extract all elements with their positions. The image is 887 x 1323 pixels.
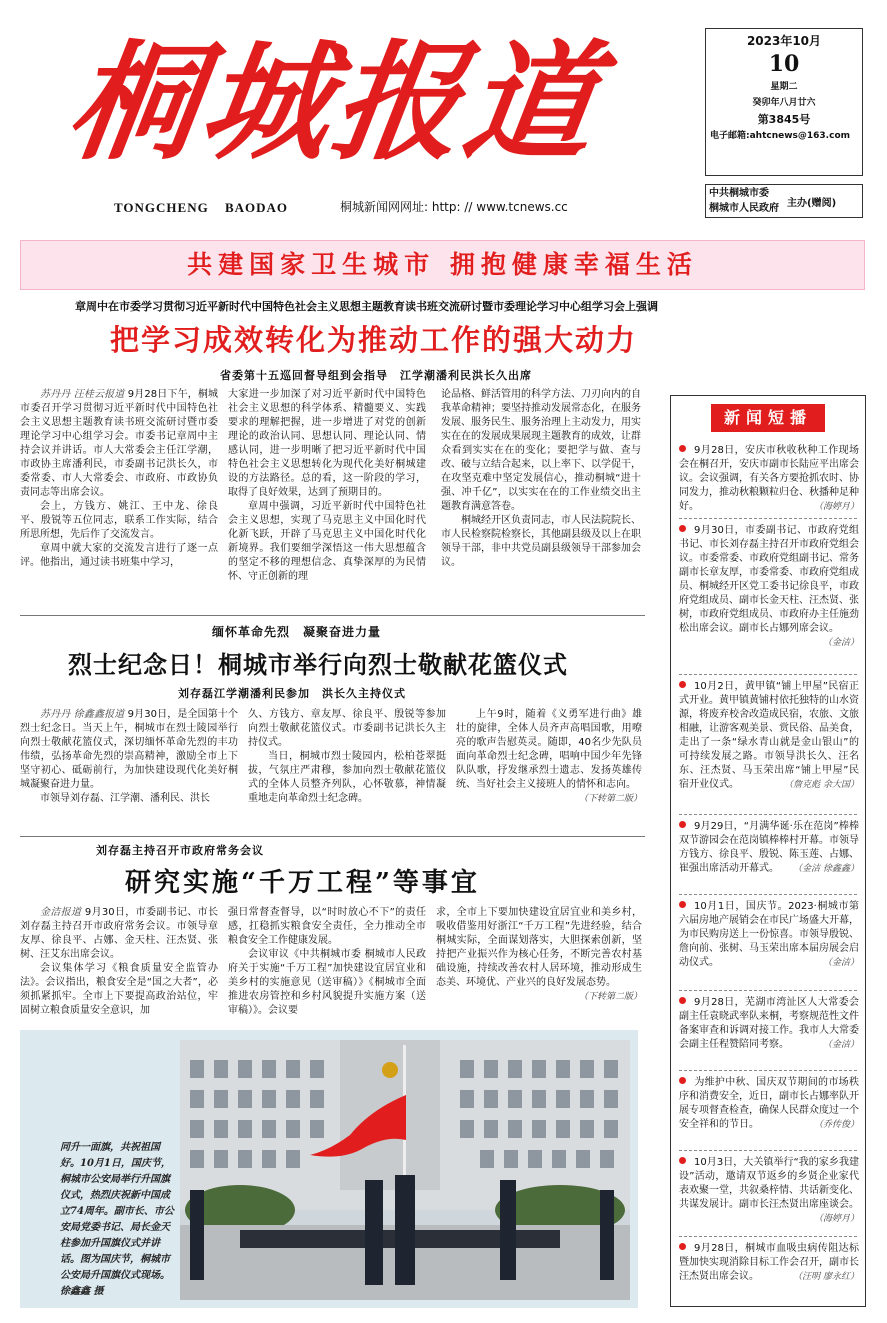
bullet-icon	[679, 1157, 686, 1164]
brief-item: 9月28日，安庆市秋收秋种工作现场会在桐召开，安庆市副市长陆应平出席会议。会议强调，有关各方要抢抓农时、协同发力，推动秋粮颗粒归仓、秋播种足种好。 （海婷月）	[679, 445, 859, 512]
lead-col1-text: 章周中就大家的交流发言进行了逐一点评。他指出，通过读书班集中学习，	[20, 543, 218, 568]
brief-separator	[679, 814, 857, 815]
issue-year-month: 2023年10月	[746, 34, 822, 48]
martyrs-column-3	[456, 708, 642, 832]
lead-subhead: 省委第十五巡回督导组到会指导 江学潮潘利民洪长久出席	[220, 369, 532, 382]
projects-column-3	[436, 906, 642, 1028]
brief-separator	[679, 674, 857, 675]
sponsor-box	[705, 184, 863, 218]
brief-separator	[679, 1236, 857, 1237]
continued-note: （下转第二版）	[578, 992, 642, 1002]
brief-separator	[679, 1150, 857, 1151]
lead-column-3	[441, 388, 641, 610]
brief-separator	[679, 894, 857, 895]
issue-day: 10	[768, 51, 800, 77]
lead-col3-text: 桐城经开区负责同志，市人民法院院长、市人民检察院检察长，其他副县级及以上在职领导干部，非中共党员副县级领导干部参加会议。	[441, 515, 641, 568]
martyrs-col2-text: 久、方钱方、章友厚、徐良平、殷锐等参加向烈士敬献花篮仪式。市委副书记洪长久主持仪式。	[248, 709, 446, 748]
lead-kicker: 章周中在市委学习贯彻习近平新时代中国特色社会主义思想主题教育读书班交流研讨暨市委理论学习中心组学习会上强调	[75, 300, 658, 313]
lead-column-2	[228, 388, 426, 610]
lead-col2-text: 大家进一步加深了对习近平新时代中国特色社会主义思想的科学体系、精髓要义、实践要求的理解把握，进一步增进了对党的创新理论的政治认同、思想认同、理论认同、情感认同，进一步明晰了把习近平新时代中国特色社会主义思想转化为现代化美好桐城建设的方法路径。总的看，这一阶段的学习，取得了良好效果，达到了预期目的。	[228, 389, 426, 498]
martyrs-byline: 苏丹丹 徐鑫鑫报道	[40, 709, 125, 720]
projects-byline: 金洁报道	[40, 907, 82, 918]
news-briefs-title: 新闻短播	[711, 404, 825, 432]
projects-headline: 研究实施“千万工程”等事宜	[125, 868, 480, 898]
martyrs-headline: 烈士纪念日！桐城市举行向烈士敬献花篮仪式	[68, 650, 568, 679]
projects-col1-text: 9月30日，市委副书记、市长刘存磊主持召开市政府常务会议。市领导章友厚、徐良平、占娜、金天柱、汪杰贤、张树、汪艾东出席会议。	[20, 907, 218, 960]
flag-ceremony-illustration	[180, 1040, 630, 1300]
projects-kicker: 刘存磊主持召开市政府常务会议	[96, 844, 264, 857]
projects-col2-text: 会议审议《中共桐城市委 桐城市人民政府关于实施“千万工程”加快建设宜居宜业和美乡村的实施意见（送审稿）》《桐城市全面推进农房管控和乡村风貌提升实施方案（送审稿）》。会议要	[228, 949, 426, 1016]
brief-separator	[679, 518, 857, 519]
brief-item: 10月1日，国庆节。2023·桐城市第六届房地产展销会在市民广场盛大开幕，为市民购房送上一份惊喜。市领导殷锐、詹向前、张树、马玉荣出席本届房展会启动仪式。 （金洁）	[679, 901, 859, 968]
projects-col3-text: 求，全市上下要加快建设宜居宜业和美乡村，吸收借鉴用好浙江“千万工程”先进经验，结合桐城实际，全面谋划落实，大胆探索创新，坚持把产业振兴作为核心任务，不断完善农村基础设施，持续改善农村人居环境，推动形成生态美、环境优、产业兴的良好发展态势。	[436, 907, 642, 988]
martyrs-col3-text: 上午9时，随着《义勇军进行曲》雄壮的旋律，全体人员齐声高唱国歌，用嘹亮的歌声告慰英灵。随即，40名少先队员面向革命烈士纪念碑，唱响中国少年先锋队队歌，抒发继承烈士遗志、发扬英雄传统、当好社会主义接班人的情怀和志向。	[456, 709, 642, 790]
lead-col3-text: 论品格、鲜活管用的科学方法、刀刃向内的自我革命精神；要坚持推动发展常态化，在服务发展、服务民生、服务治理上主动发力，用实实在在的发展成果展现主题教育的成效，让群众看到实实在在的变化；要把学与做、查与改、破与立结合起来，以上率下、以学促干，在攻坚克难中坚定发展信心，推动桐城“进十强、冲千亿”，以实实在在的工作业绩交出主题教育满意答卷。	[441, 389, 641, 512]
brief-item: 10月3日，大关镇举行“我的家乡我建设”活动，邀请双节返乡的乡贤企业家代表欢聚一堂，共叙桑梓情、共话新变化、共谋发展计。副市长汪杰贤出席座谈会。 （海婷月）	[679, 1157, 859, 1224]
continued-note: （下转第二版）	[578, 794, 642, 804]
flag-raising-photo	[180, 1040, 630, 1300]
issue-weekday: 星期二	[770, 82, 798, 92]
martyrs-col1-text: 9月30日，是全国第十个烈士纪念日。当天上午，桐城市在烈士陵园举行向烈士敬献花篮仪式，深切缅怀革命先烈的丰功伟绩，弘扬革命先烈的崇高精神，激励全市上下坚守初心、砥砺前行，为加快建设现代化美好桐城凝聚奋进力量。	[20, 709, 238, 790]
section-divider	[20, 615, 645, 616]
lead-column-1	[20, 388, 218, 610]
bullet-icon	[679, 445, 686, 452]
brief-item: 9月28日，芜湖市湾沚区人大常委会副主任袁晓武率队来桐，考察规范性文件备案审查和诉调对接工作。我市人大常委会副主任程赞陪同考察。 （金洁）	[679, 997, 859, 1050]
lead-col1-text: 9月28日下午，桐城市委召开学习贯彻习近平新时代中国特色社会主义思想主题教育读书班交流研讨暨市委理论学习中心组学习会。市委书记章周中主持会议并讲话。市人大常委会主任江学潮，市政协主席潘利民，市委副书记洪长久，市委常委、市人大常委会、市政府、市政协负责同志等出席会议。	[20, 389, 218, 498]
lead-col1-text: 会上，方钱方、姚江、王中龙、徐良平、殷锐等五位同志，联系工作实际，结合所思所想，先后作了交流发言。	[20, 501, 218, 540]
issue-number: 第3845号	[757, 113, 811, 126]
brief-separator	[679, 990, 857, 991]
martyrs-column-1	[20, 708, 238, 832]
bullet-icon	[679, 997, 686, 1004]
martyrs-col1-text: 市领导刘存磊、江学潮、潘利民、洪长	[40, 793, 210, 804]
brief-item: 9月30日，市委副书记、市政府党组书记、市长刘存磊主持召开市政府党组会议。市委常委、市政府党组副书记、常务副市长章友厚，市委常委、市政府党组成员、桐城经开区党工委书记徐良平，市政府党组成员、副市长金天柱、汪杰贤、张树，市政府党组成员、市政府办主任施劲松出席会议。副市长占娜列席会议。 （金洁）	[679, 525, 859, 648]
sponsor-role: 主办(赠阅)	[787, 197, 837, 209]
bullet-icon	[679, 821, 686, 828]
issue-lunar-date: 癸卯年八月廿六	[752, 98, 816, 108]
projects-column-1	[20, 906, 218, 1028]
martyrs-col2-text: 当日，桐城市烈士陵园内，松柏苍翠挺拔，气氛庄严肃穆，参加向烈士敬献花篮仪式的全体人员整齐列队，心怀敬慕，神情凝重地走向革命烈士纪念碑。	[248, 751, 446, 804]
bullet-icon	[679, 681, 686, 688]
sponsor-org: 桐城市人民政府	[709, 203, 779, 214]
photo-credit: 徐鑫鑫 摄	[60, 1286, 104, 1297]
masthead-pinyin: TONGCHENG BAODAO	[114, 200, 289, 215]
slogan-banner: 共建国家卫生城市 拥抱健康幸福生活	[20, 240, 865, 290]
section-divider	[20, 836, 645, 837]
projects-col1-text: 会议集体学习《粮食质量安全监管办法》。会议指出，粮食安全是“国之大者”，必须抓紧抓牢。全市上下要提高政治站位，牢固树立粮食质量安全意识，加	[20, 963, 218, 1016]
news-briefs-panel	[670, 395, 866, 1307]
brief-item: 9月28日，桐城市血吸虫病传阻达标暨加快实现消除目标工作会召开，副市长汪杰贤出席会议。 （汪明 廖永红）	[679, 1243, 859, 1282]
lead-byline: 苏丹丹 汪桂云报道	[40, 389, 125, 400]
sponsor-org: 中共桐城市委	[709, 188, 769, 199]
brief-item: 9月29日，“月满华诞·乐在范岗”棒棒双节游园会在范岗镇棒棒村开幕。市领导方钱方、徐良平、殷锐、陈玉莲、占娜、崔强出席活动开幕式。 （金洁 徐鑫鑫）	[679, 821, 859, 874]
photo-caption-text: 同升一面旗，共祝祖国好。10月1日，国庆节，桐城市公安局举行升国旗仪式，热烈庆祝新中国成立74周年。副市长、市公安局党委书记、局长金天柱参加升国旗仪式并讲话。图为国庆节，桐城市公安局升国旗仪式现场。	[60, 1142, 174, 1281]
projects-col2-text: 强日常督查督导，以“时时放心不下”的责任感，扛稳抓实粮食安全责任，全力推动全市粮食安全工作健康发展。	[228, 907, 426, 946]
lead-col2-text: 章周中强调，习近平新时代中国特色社会主义思想，实现了马克思主义中国化时代化新飞跃，开辟了马克思主义中国化时代化新境界。我们要细学深悟这一伟大思想蕴含的坚定不移的理想信念、真挚深厚的为民情怀、守正创新的理	[228, 501, 426, 582]
lead-headline: 把学习成效转化为推动工作的强大动力	[110, 323, 638, 357]
website-url: 桐城新闻网网址: http: // www.tcnews.cc	[340, 200, 568, 214]
brief-item: 为维护中秋、国庆双节期间的市场秩序和消费安全，近日，副市长占娜率队开展专项督查检查，确保人民群众度过一个安全祥和的节日。 （乔传俊）	[679, 1077, 859, 1130]
martyrs-column-2	[248, 708, 446, 832]
issue-info-box	[705, 28, 863, 176]
brief-item: 10月2日，黄甲镇“铺上甲屋”民宿正式开业。黄甲镇黄铺村依托独特的山水资源，将废弃校舍改造成民宿，农旅、文旅相融，让游客观美景、赏民俗、品美食，走出了一条“绿水青山就是金山银山”的可持续发展之路。市领导洪长久、汪名东、汪杰贤、马玉荣出席“铺上甲屋”民宿开业仪式。 （詹克彪 余大国）	[679, 681, 859, 790]
bullet-icon	[679, 525, 686, 532]
projects-column-2	[228, 906, 426, 1028]
martyrs-subhead: 刘存磊江学潮潘利民参加 洪长久主持仪式	[178, 687, 406, 700]
martyrs-kicker: 缅怀革命先烈 凝聚奋进力量	[212, 625, 382, 639]
bullet-icon	[679, 1077, 686, 1084]
masthead-logo: 桐城报道	[59, 28, 609, 178]
contact-email: 电子邮箱:ahtcnews@163.com	[710, 131, 851, 141]
bullet-icon	[679, 1243, 686, 1250]
brief-separator	[679, 1070, 857, 1071]
photo-caption	[60, 1140, 176, 1300]
bullet-icon	[679, 901, 686, 908]
